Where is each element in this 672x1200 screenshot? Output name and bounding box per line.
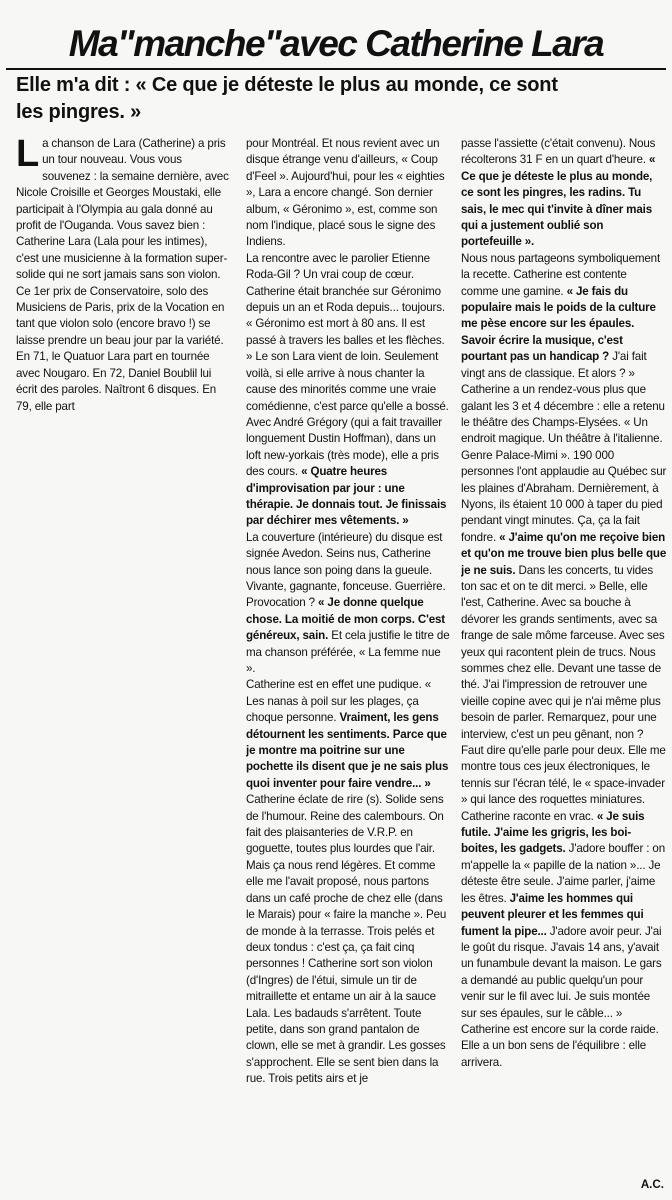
column-1	[16, 136, 230, 446]
paragraph: pour Montréal. Et nous revient avec un disque étrange venu d'ailleurs, « Coup d'Feel ». Aujourd'hui, pour les « eighties », Lara a encore changé. Son dernier album, « Géronimo », est, comme son nom l'indique, placé sous le signe des Indiens.	[246, 137, 445, 249]
column-2	[246, 136, 452, 1200]
paragraph	[461, 251, 667, 1071]
paragraph	[246, 677, 452, 1087]
paragraph	[461, 136, 667, 251]
headline-rule	[6, 68, 666, 70]
paragraph: La rencontre avec le parolier Etienne Roda-Gil ? Un vrai coup de cœur. Catherine était branchée sur Géronimo depuis un an et Roda depuis... toujours. « Géronimo est mort à 80 ans. Il est passé à travers les balles et les flèches. » Le son Lara vient de loin. Seulement voilà, si elle arrive à nous chanter la cause des minorités comme une vraie comédienne, c'est parce qu'elle a bossé.	[246, 251, 449, 413]
quote-bold: « Ce que je déteste le plus au monde, ce sont les pingres, les radins. Tu sais, le mec qui t'invite à dîner mais qui a justement oublié son portefeuille ».	[461, 153, 656, 249]
text-run: J'ai fait vingt ans de classique. Et alors ? » Catherine a un rendez-vous plus que galant les 3 et 4 décembre : elle a retenu le théâtre des Champs-Elysées. « Un endroit magique. Un théâtre à l'italienne. Genre Palace-Mimi ». 190 000 personnes l'ont applaudie au Québec sur les plaines d'Abraham. Dernièrement, à Nyons, ils étaient 10 000 à taper du pied pendant vingt minutes. Ça, ça la fait fondre.	[461, 350, 667, 544]
subtitle: Elle m'a dit : « Ce que je déteste le plus au monde, ce sont les pingres. »	[16, 74, 558, 123]
text-run: J'adore bouffer : on m'appelle la « papille de la nation »... Je déteste être seule. J'aime parler, j'aime les êtres.	[461, 842, 665, 905]
quote-bold: « Quatre heures d'improvisation par jour : une thérapie. Je donnais tout. Je finissais par déchirer mes vêtements. »	[246, 465, 447, 528]
text-run: Et cela justifie le titre de ma chanson préférée, « La femme nue ».	[246, 629, 450, 675]
quote-bold: « Je suis futile. J'aime les grigris, les boi-boites, les gadgets.	[461, 809, 645, 856]
paragraph	[246, 415, 452, 530]
text-run: passe l'assiette (c'était convenu). Nous récolterons 31 F en un quart d'heure.	[461, 137, 656, 167]
text-run: Catherine éclate de rire (s). Solide sens de l'humour. Reine des calembours. On fait des plaisanteries de V.R.P. en goguette, toutes plus lourdes que l'air. Mais ça nous rend légères. Et comme elle me l'avait proposé, nous partons dans un café proche de chez elle (dans le Marais) pour « faire la manche ». Peu de monde à la terrasse. Trois pelés et deux tondus : c'est ça, ça fait cinq personnes ! Catherine sort son violon (d'Ingres) de l'étui, simule un tir de mitraillette et entame un air à la sauce Lala. Les badauds s'arrêtent. Toute petite, dans son grand pantalon de clown, elle se met à grandir. Les gosses s'approchent. Elle se sent bien dans la rue. Trois petits airs et je	[246, 793, 447, 1086]
column-1-paragraph	[16, 136, 230, 415]
quote-bold: Vraiment, les gens détournent les sentiments. Parce que je montre ma poitrine sur une pochette ils disent que je ne sais plus quoi inventer pour faire vendre... »	[246, 711, 449, 790]
text-run: J'adore avoir peur. J'ai le goût du risque. J'avais 14 ans, y'avait un funambule devant la maison. Le gars a demandé au public quelqu'un pour venir sur le fil avec lui. Je suis montée sur ses épaules, sur le câble... » Catherine est encore sur la corde raide. Elle a un bon sens de l'équilibre : elle arrivera.	[461, 924, 662, 1069]
quote-bold: « Je fais du populaire mais le poids de la culture me pèse encore sur les épaules. Savoir écrire la musique, c'est pourtant pas un handicap ?	[461, 284, 656, 364]
quote-bold: « J'aime qu'on me reçoive bien et qu'on me trouve bien plus belle que je ne suis.	[461, 530, 667, 577]
quote-bold: J'aime les hommes qui peuvent pleurer et les femmes qui fument la pipe...	[461, 891, 644, 938]
author-signature: A.C.	[640, 1178, 664, 1191]
paragraph	[246, 530, 452, 678]
text-run: La couverture (intérieure) du disque est signée Avedon. Seins nus, Catherine nous lance son poing dans la gueule. Vivante, gagnante, fonceuse. Guerrière. Provocation ?	[246, 530, 446, 610]
text-run: Dans les concerts, tu vides ton sac et on te dit merci. » Belle, elle l'est, Catherine. Avec sa bouche à dévorer les grands sentiments, avec sa frange de sale môme farceuse. Avec ses yeux qui racontent plein de trucs. Nous sommes chez elle. Devant une tasse de thé. J'ai l'impression de retrouver une vieille copine avec qui je n'ai même plus besoin de parler. Remarquez, pour une interview, c'est un peu gênant, non ? Faut dire qu'elle parle pour deux. Elle me montre tous ces jeux électroniques, le tennis sur l'écran télé, le « space-invader » qui lance des roquettes miniatures. Catherine raconte en vrac.	[461, 563, 666, 823]
headline: Ma"manche"avec Catherine Lara	[68, 23, 604, 64]
text-run: Nous nous partageons symboliquement la recette. Catherine est contente comme une gamine.	[461, 251, 661, 298]
column-3	[461, 136, 667, 1200]
drop-cap: L	[16, 136, 40, 175]
text-run: Catherine est en effet une pudique. « Les nanas à poil sur les plages, ça choque personne.	[246, 678, 432, 725]
quote-bold: « Je donne quelque chose. La moitié de mon corps. C'est généreux, sain.	[246, 596, 446, 643]
text-run: Avec André Grégory (qui a fait travailler longuement Dustin Hoffman), dans un loft new-yorkais (très mode), elle a pris des cours.	[246, 415, 442, 479]
column-1-text: a chanson de Lara (Catherine) a pris un tour nouveau. Vous vous souvenez : la semaine dernière, avec Nicole Croisille et Georges Moustaki, elle participait à l'Olympia au gala donné au profit de l'Ouganda. Vous savez bien : Catherine Lara (Lala pour les intimes), c'est une musicienne à la formation super-solide qui ne sort jamais sans son violon. Ce 1er prix de Conservatoire, solo des Musiciens de Paris, prix de la Vocation en tant que violon solo (encore bravo !) se laisse prendre un beau jour par la variété. En 71, le Quatuor Lara part en tournée avec Nougaro. En 72, Daniel Boublil lui écrit des paroles. Naîtront 6 disques. En 79, elle part	[16, 137, 229, 413]
